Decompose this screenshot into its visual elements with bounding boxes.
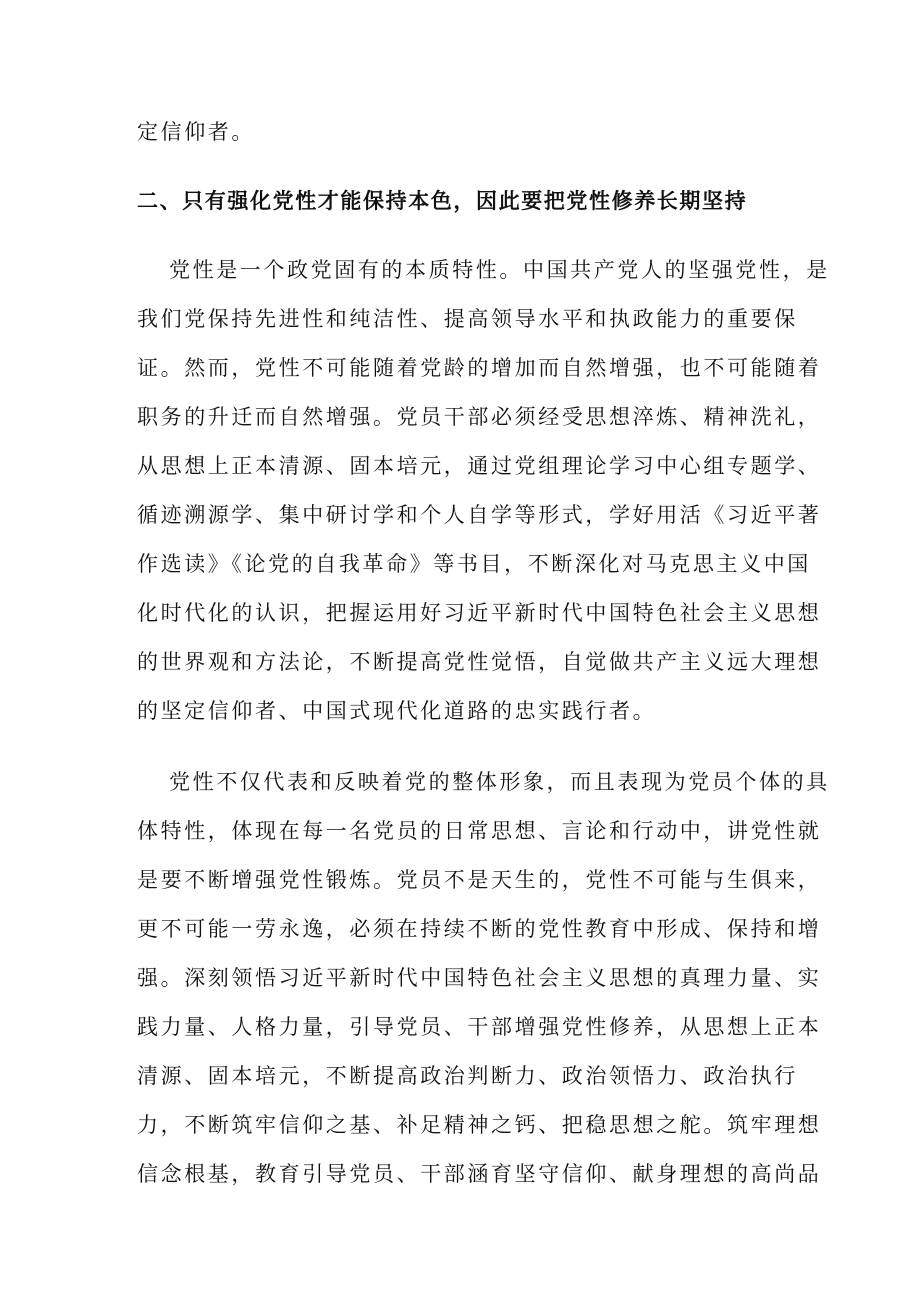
paragraph-line: 职务的升迁而自然增强。党员干部必须经受思想淬炼、精神洗礼， [137, 405, 822, 429]
section-heading: 二、只有强化党性才能保持本色，因此要把党性修养长期坚持 [137, 188, 748, 213]
paragraph-line: 践力量、人格力量，引导党员、干部增强党性修养，从思想上正本 [137, 1015, 822, 1039]
paragraph-line: 信念根基，教育引导党员、干部涵育坚守信仰、献身理想的高尚品 [137, 1162, 822, 1186]
paragraph-line: 强。深刻领悟习近平新时代中国特色社会主义思想的真理力量、实 [137, 966, 822, 990]
paragraph-line: 从思想上正本清源、固本培元，通过党组理论学习中心组专题学、 [137, 454, 822, 478]
paragraph-line: 是要不断增强党性锻炼。党员不是天生的，党性不可能与生俱来， [137, 868, 822, 892]
paragraph-line: 更不可能一劳永逸，必须在持续不断的党性教育中形成、保持和增 [137, 917, 822, 941]
paragraph-line: 循迹溯源学、集中研讨学和个人自学等形式，学好用活《习近平著 [137, 503, 822, 527]
paragraph-line: 力，不断筑牢信仰之基、补足精神之钙、把稳思想之舵。筑牢理想 [137, 1113, 822, 1137]
paragraph-line: 的世界观和方法论，不断提高党性觉悟，自觉做共产主义远大理想 [137, 650, 822, 674]
paragraph-line: 证。然而，党性不可能随着党龄的增加而自然增强，也不可能随着 [137, 356, 822, 380]
paragraph-line: 体特性，体现在每一名党员的日常思想、言论和行动中，讲党性就 [137, 819, 822, 843]
paragraph-line: 清源、固本培元，不断提高政治判断力、政治领悟力、政治执行 [137, 1064, 798, 1088]
paragraph-line: 党性是一个政党固有的本质特性。中国共产党人的坚强党性，是 [169, 258, 830, 282]
paragraph-line: 化时代化的认识，把握运用好习近平新时代中国特色社会主义思想 [137, 601, 822, 625]
paragraph-line: 我们党保持先进性和纯洁性、提高领导水平和执政能力的重要保 [137, 307, 798, 331]
intro-tail-text: 定信仰者。 [137, 120, 255, 144]
paragraph-line: 的坚定信仰者、中国式现代化道路的忠实践行者。 [137, 699, 657, 723]
paragraph-line: 党性不仅代表和反映着党的整体形象，而且表现为党员个体的具 [169, 770, 830, 794]
paragraph-line: 作选读》《论党的自我革命》等书目，不断深化对马克思主义中国 [137, 552, 811, 576]
